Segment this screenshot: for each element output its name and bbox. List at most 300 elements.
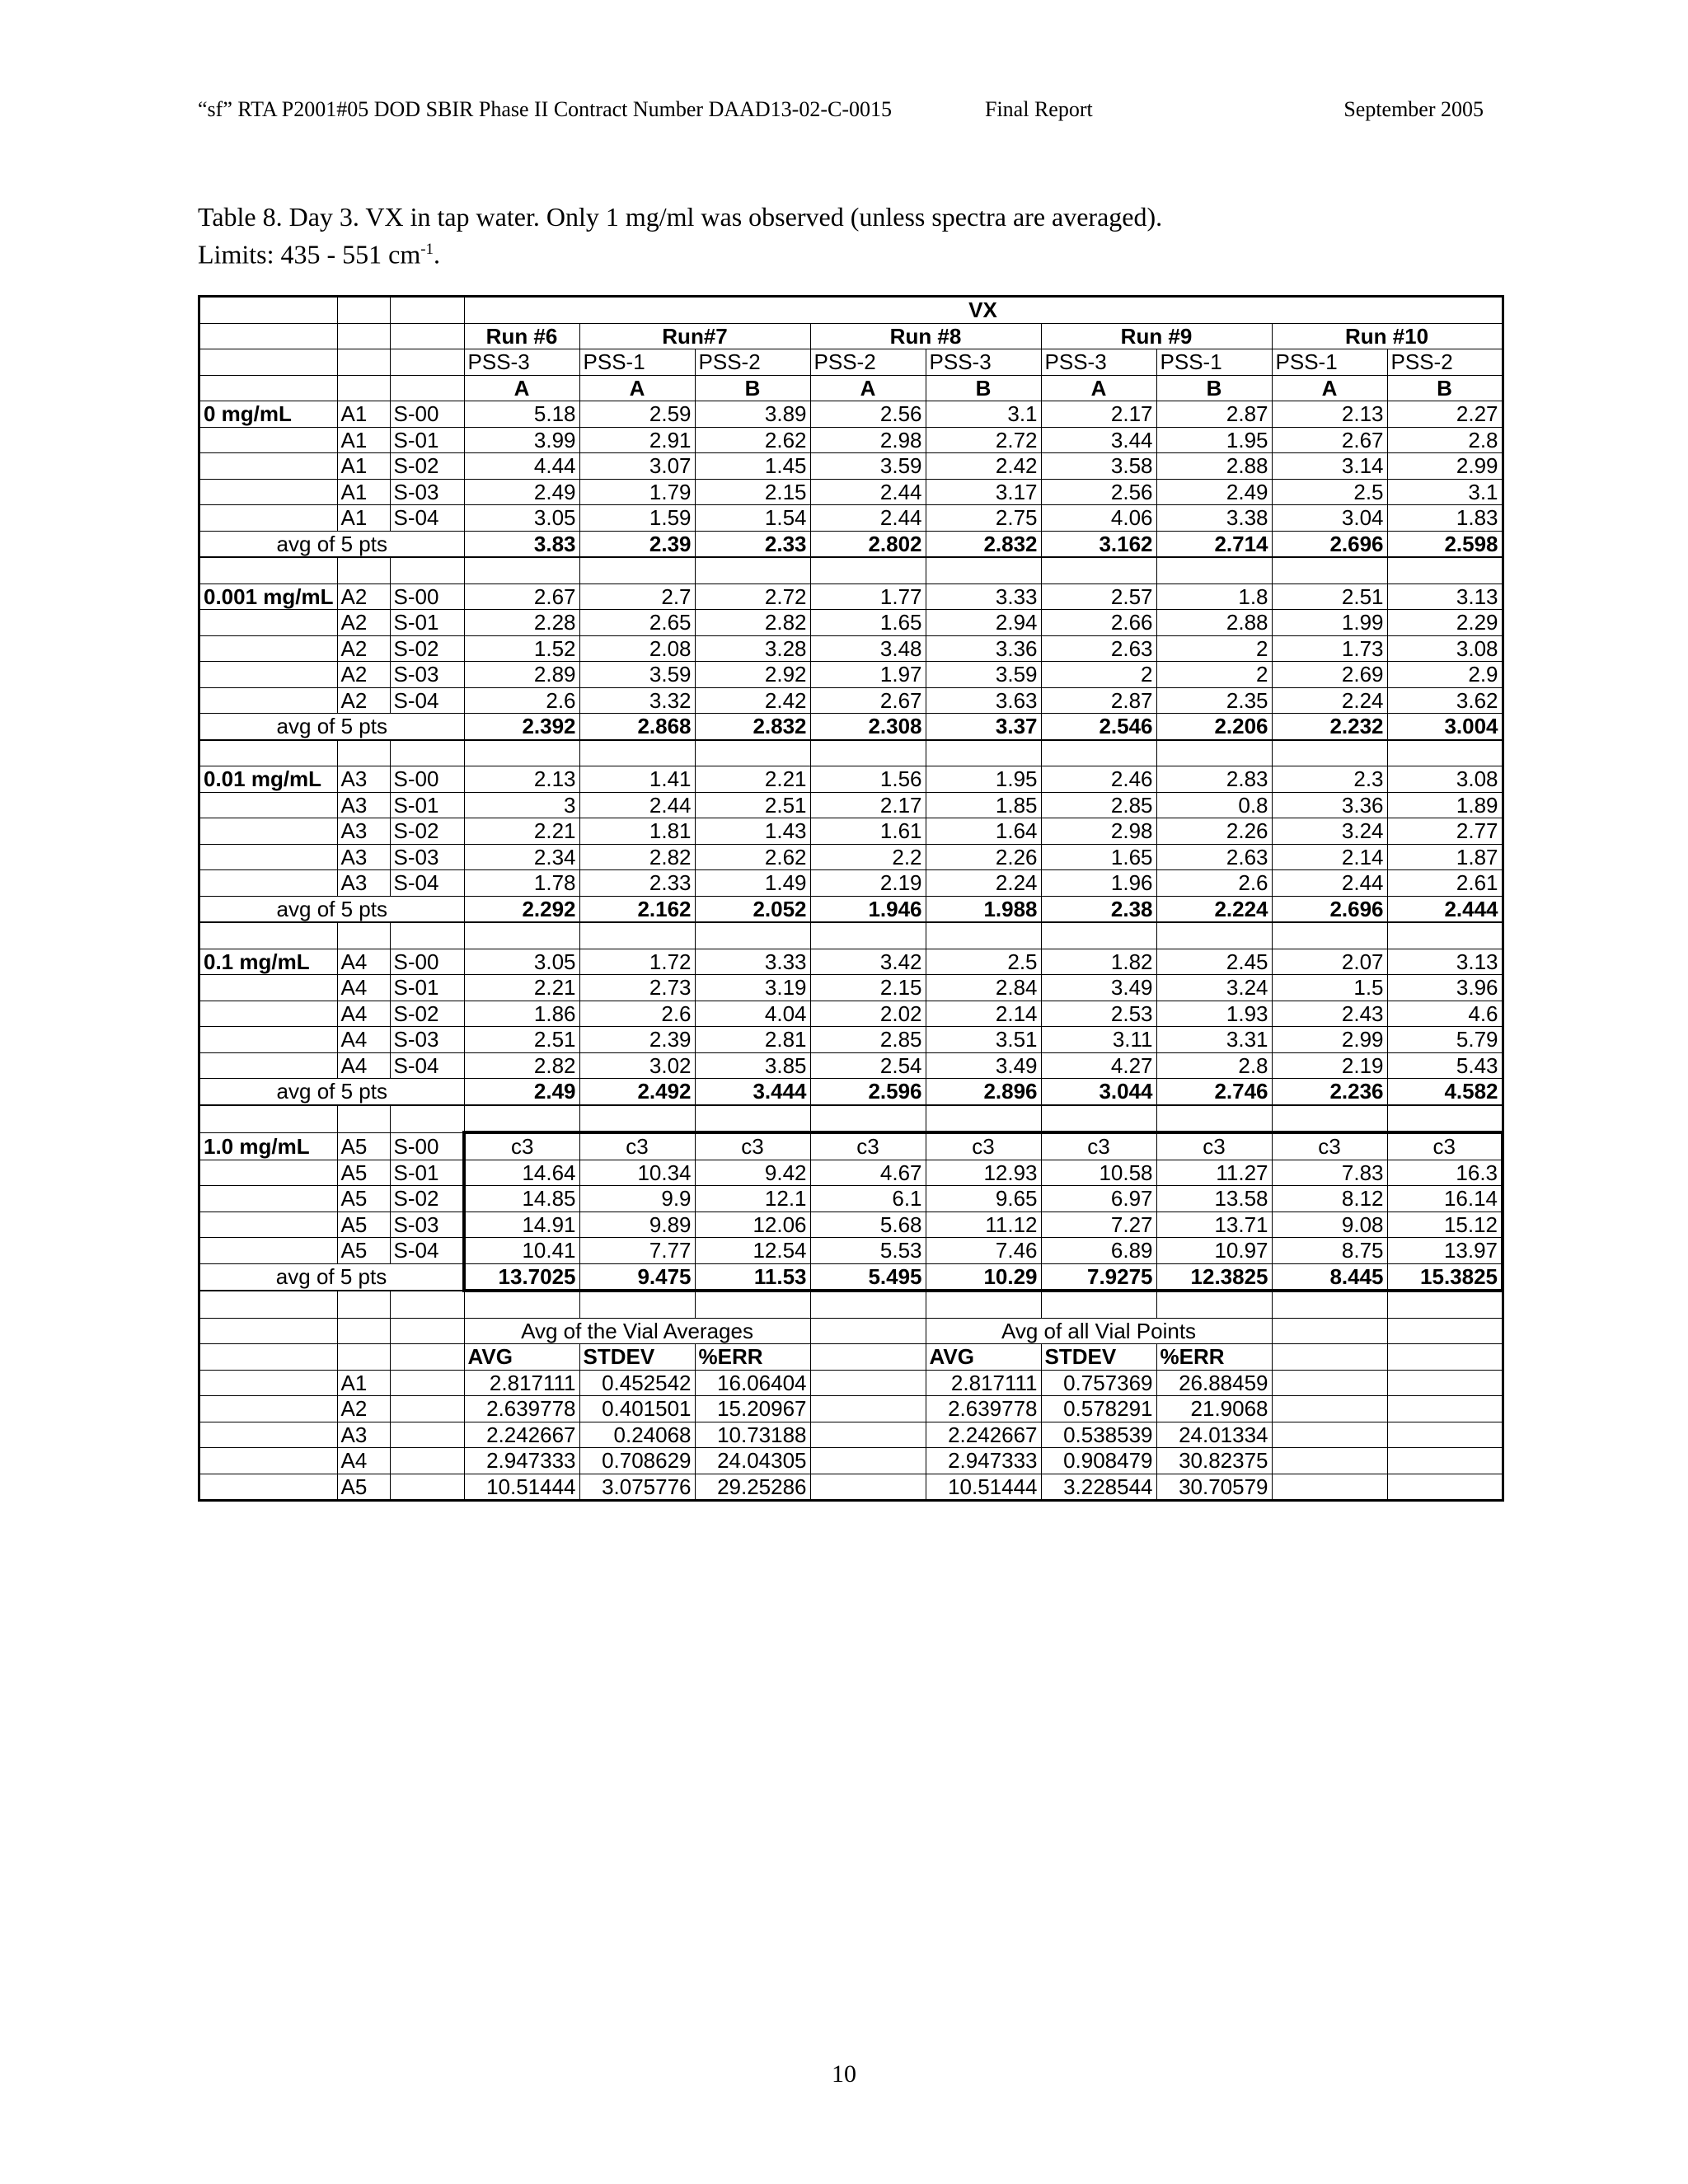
- empty-cell: [199, 1344, 338, 1371]
- empty-cell: [810, 557, 926, 583]
- empty-cell: [1272, 922, 1387, 949]
- summary-value: 10.51444: [926, 1474, 1041, 1501]
- value-cell: 2.62: [695, 427, 810, 453]
- sample-id: S-00: [390, 583, 464, 610]
- empty-cell: [199, 922, 338, 949]
- table-row: [199, 687, 1503, 714]
- value-cell: 2.26: [1156, 818, 1272, 845]
- empty-cell: [390, 1318, 464, 1344]
- vial-id: A5: [337, 1238, 390, 1264]
- value-cell: 2.07: [1272, 949, 1387, 975]
- avg-value: 3.444: [695, 1079, 810, 1105]
- concentration-label: [199, 844, 338, 870]
- page-header: [198, 97, 1484, 130]
- value-cell: 2.27: [1387, 401, 1503, 428]
- table-row: [199, 1263, 1503, 1291]
- empty-cell: [1387, 740, 1503, 766]
- value-cell: 1.52: [464, 635, 579, 662]
- summary-value: 0.908479: [1041, 1448, 1156, 1474]
- value-cell: 5.18: [464, 401, 579, 428]
- summary-col-header: STDEV: [1041, 1344, 1156, 1371]
- empty-cell: [337, 740, 390, 766]
- concentration-label: [199, 1027, 338, 1053]
- value-cell: 2.82: [464, 1052, 579, 1079]
- value-cell: 10.41: [464, 1238, 579, 1264]
- value-cell: 1.87: [1387, 844, 1503, 870]
- ab-header: B: [695, 375, 810, 401]
- value-cell: 2.46: [1041, 766, 1156, 793]
- value-cell: 3.11: [1041, 1027, 1156, 1053]
- table-row: [199, 1079, 1503, 1105]
- sample-id: S-00: [390, 401, 464, 428]
- empty-cell: [199, 323, 338, 349]
- avg-value: 8.445: [1272, 1263, 1387, 1291]
- value-cell: 1.79: [579, 479, 695, 505]
- value-cell: 2.6: [1156, 870, 1272, 897]
- empty-cell: [199, 1291, 338, 1318]
- sample-id: S-03: [390, 1212, 464, 1238]
- value-cell: 2.14: [926, 1001, 1041, 1027]
- value-cell: 2.56: [810, 401, 926, 428]
- table-row: [199, 662, 1503, 688]
- value-cell: 2.24: [926, 870, 1041, 897]
- empty-cell: [1272, 1105, 1387, 1133]
- value-cell: 2.87: [1156, 401, 1272, 428]
- value-cell: 12.54: [695, 1238, 810, 1264]
- empty-cell: [810, 1105, 926, 1133]
- page-number: 10: [832, 2060, 856, 2088]
- avg-label: avg of 5 pts: [199, 1263, 465, 1291]
- value-cell: 1.8: [1156, 583, 1272, 610]
- value-cell: 2.42: [695, 687, 810, 714]
- vial-id: A2: [337, 635, 390, 662]
- sample-id: S-02: [390, 635, 464, 662]
- value-cell: 4.6: [1387, 1001, 1503, 1027]
- value-cell: 2.66: [1041, 610, 1156, 636]
- summary-value: 26.88459: [1156, 1370, 1272, 1396]
- summary-value: 2.639778: [464, 1396, 579, 1422]
- value-cell: 2.21: [695, 766, 810, 793]
- empty-cell: [390, 349, 464, 376]
- empty-cell: [579, 1105, 695, 1133]
- value-cell: 2.49: [464, 479, 579, 505]
- value-cell: 1.73: [1272, 635, 1387, 662]
- value-cell: 2.6: [579, 1001, 695, 1027]
- sample-id: S-03: [390, 844, 464, 870]
- avg-value: 5.495: [810, 1263, 926, 1291]
- run-header: Run #6: [464, 323, 579, 349]
- empty-cell: [695, 1291, 810, 1318]
- value-cell: 1.72: [579, 949, 695, 975]
- sample-id: S-00: [390, 1132, 464, 1160]
- value-cell: 3.48: [810, 635, 926, 662]
- avg-label: avg of 5 pts: [199, 531, 465, 557]
- sample-id: S-01: [390, 610, 464, 636]
- value-cell: 5.43: [1387, 1052, 1503, 1079]
- empty-cell: [810, 922, 926, 949]
- value-cell: 2.8: [1156, 1052, 1272, 1079]
- vial-id: A3: [337, 792, 390, 818]
- avg-value: 2.832: [926, 531, 1041, 557]
- empty-cell: [810, 1318, 926, 1344]
- value-cell: 2.85: [810, 1027, 926, 1053]
- value-cell: 2.6: [464, 687, 579, 714]
- value-cell: 2.91: [579, 427, 695, 453]
- value-cell: 2.56: [1041, 479, 1156, 505]
- pss-header: PSS-3: [464, 349, 579, 376]
- value-cell: 2.49: [1156, 479, 1272, 505]
- empty-cell: [1272, 740, 1387, 766]
- summary-value: 30.82375: [1156, 1448, 1272, 1474]
- table-row: [199, 1027, 1503, 1053]
- empty-cell: [1156, 922, 1272, 949]
- summary-value: 10.51444: [464, 1474, 579, 1501]
- value-cell: 2.67: [810, 687, 926, 714]
- value-cell: 9.65: [926, 1186, 1041, 1212]
- value-cell: 2.87: [1041, 687, 1156, 714]
- empty-cell: [199, 740, 338, 766]
- value-cell: 4.67: [810, 1160, 926, 1186]
- empty-cell: [926, 1105, 1041, 1133]
- value-cell: 3.63: [926, 687, 1041, 714]
- header-left-text: “sf” RTA P2001#05 DOD SBIR Phase II Contract Number DAAD13-02-C-0015: [198, 97, 892, 121]
- value-cell: 3.36: [1272, 792, 1387, 818]
- empty-cell: [579, 740, 695, 766]
- value-cell: 6.89: [1041, 1238, 1156, 1264]
- value-cell: 2.44: [579, 792, 695, 818]
- summary-value: 0.452542: [579, 1370, 695, 1396]
- ab-header: B: [1387, 375, 1503, 401]
- summary-value: 24.04305: [695, 1448, 810, 1474]
- table-row: [199, 1186, 1503, 1212]
- table-row: [199, 870, 1503, 897]
- summary-value: 3.228544: [1041, 1474, 1156, 1501]
- value-cell: 2: [1156, 635, 1272, 662]
- empty-cell: [810, 1448, 926, 1474]
- summary-value: 0.24068: [579, 1422, 695, 1448]
- value-cell: 2.51: [464, 1027, 579, 1053]
- value-cell: 6.97: [1041, 1186, 1156, 1212]
- value-cell: 7.83: [1272, 1160, 1387, 1186]
- value-cell: 1.96: [1041, 870, 1156, 897]
- empty-cell: [337, 1318, 390, 1344]
- table-row: [199, 818, 1503, 845]
- empty-cell: [199, 1448, 338, 1474]
- pss-header: PSS-1: [1272, 349, 1387, 376]
- value-cell: 3.59: [926, 662, 1041, 688]
- avg-value: 2.598: [1387, 531, 1503, 557]
- value-cell: 2.2: [810, 844, 926, 870]
- sample-id: S-03: [390, 662, 464, 688]
- pss-header: PSS-1: [1156, 349, 1272, 376]
- pss-header: PSS-2: [810, 349, 926, 376]
- concentration-label: [199, 479, 338, 505]
- value-cell: c3: [695, 1132, 810, 1160]
- concentration-label: [199, 427, 338, 453]
- avg-value: 2.832: [695, 714, 810, 740]
- empty-cell: [390, 1370, 464, 1396]
- value-cell: 1.54: [695, 505, 810, 532]
- concentration-label: [199, 1160, 338, 1186]
- table-caption: [198, 200, 1162, 271]
- vial-id: A5: [337, 1474, 390, 1501]
- value-cell: 3.38: [1156, 505, 1272, 532]
- value-cell: 3.1: [926, 401, 1041, 428]
- concentration-label: [199, 662, 338, 688]
- value-cell: 2.14: [1272, 844, 1387, 870]
- vial-id: A5: [337, 1212, 390, 1238]
- empty-cell: [810, 740, 926, 766]
- value-cell: c3: [1041, 1132, 1156, 1160]
- table-row: [199, 635, 1503, 662]
- value-cell: 3.33: [695, 949, 810, 975]
- value-cell: 1.99: [1272, 610, 1387, 636]
- value-cell: 2.7: [579, 583, 695, 610]
- empty-cell: [1387, 922, 1503, 949]
- value-cell: 2.98: [1041, 818, 1156, 845]
- value-cell: 3.08: [1387, 766, 1503, 793]
- concentration-label: [199, 870, 338, 897]
- summary-right-title: Avg of all Vial Points: [926, 1318, 1272, 1344]
- table-row: [199, 297, 1503, 324]
- value-cell: 10.34: [579, 1160, 695, 1186]
- value-cell: 1.45: [695, 453, 810, 480]
- concentration-label: 0.01 mg/mL: [199, 766, 338, 793]
- table-row: [199, 896, 1503, 922]
- table-row: [199, 427, 1503, 453]
- avg-value: 3.83: [464, 531, 579, 557]
- summary-value: 2.242667: [926, 1422, 1041, 1448]
- value-cell: 3.58: [1041, 453, 1156, 480]
- table-row: [199, 1396, 1503, 1422]
- table-row: [199, 1212, 1503, 1238]
- summary-value: 0.578291: [1041, 1396, 1156, 1422]
- avg-value: 1.988: [926, 896, 1041, 922]
- avg-value: 3.044: [1041, 1079, 1156, 1105]
- value-cell: 2.15: [695, 479, 810, 505]
- value-cell: 2.63: [1156, 844, 1272, 870]
- vial-id: A2: [337, 1396, 390, 1422]
- summary-value: 2.639778: [926, 1396, 1041, 1422]
- value-cell: 3.85: [695, 1052, 810, 1079]
- caption-line-2: [198, 233, 1162, 271]
- empty-cell: [579, 922, 695, 949]
- ab-header: A: [1041, 375, 1156, 401]
- empty-cell: [337, 1291, 390, 1318]
- summary-value: 24.01334: [1156, 1422, 1272, 1448]
- avg-value: 2.052: [695, 896, 810, 922]
- table-row: [199, 1160, 1503, 1186]
- empty-cell: [1272, 1344, 1387, 1371]
- value-cell: 16.3: [1387, 1160, 1503, 1186]
- avg-value: 1.946: [810, 896, 926, 922]
- vial-id: A1: [337, 1370, 390, 1396]
- value-cell: 2.42: [926, 453, 1041, 480]
- vial-id: A1: [337, 401, 390, 428]
- value-cell: 1.61: [810, 818, 926, 845]
- empty-cell: [810, 1422, 926, 1448]
- caption-limits: Limits: 435 - 551 cm: [198, 239, 421, 269]
- table-row: [199, 401, 1503, 428]
- vial-id: A3: [337, 844, 390, 870]
- value-cell: 5.79: [1387, 1027, 1503, 1053]
- concentration-label: [199, 1212, 338, 1238]
- avg-label: avg of 5 pts: [199, 896, 465, 922]
- data-table: [198, 295, 1504, 1502]
- empty-cell: [390, 922, 464, 949]
- empty-cell: [1272, 1422, 1387, 1448]
- caption-line-1: Table 8. Day 3. VX in tap water. Only 1 mg/ml was observed (unless spectra are averaged).: [198, 202, 1163, 232]
- value-cell: 3.1: [1387, 479, 1503, 505]
- empty-cell: [390, 1396, 464, 1422]
- table-row: [199, 1238, 1503, 1264]
- agent-header: VX: [464, 297, 1503, 324]
- empty-cell: [1387, 1291, 1503, 1318]
- summary-col-header: AVG: [464, 1344, 579, 1371]
- vial-id: A4: [337, 1052, 390, 1079]
- concentration-label: [199, 1238, 338, 1264]
- run-header: Run #8: [810, 323, 1041, 349]
- avg-value: 2.38: [1041, 896, 1156, 922]
- value-cell: 3.08: [1387, 635, 1503, 662]
- value-cell: 2.73: [579, 975, 695, 1001]
- empty-cell: [1387, 1344, 1503, 1371]
- table-row: [199, 505, 1503, 532]
- value-cell: 3.32: [579, 687, 695, 714]
- avg-value: 2.308: [810, 714, 926, 740]
- avg-value: 2.39: [579, 531, 695, 557]
- empty-cell: [1272, 557, 1387, 583]
- value-cell: 3.99: [464, 427, 579, 453]
- value-cell: 15.12: [1387, 1212, 1503, 1238]
- sample-id: S-01: [390, 427, 464, 453]
- summary-value: 10.73188: [695, 1422, 810, 1448]
- empty-cell: [337, 1105, 390, 1133]
- sample-id: S-01: [390, 792, 464, 818]
- value-cell: c3: [810, 1132, 926, 1160]
- empty-cell: [695, 557, 810, 583]
- empty-cell: [390, 1422, 464, 1448]
- table-row: [199, 714, 1503, 740]
- empty-cell: [1387, 557, 1503, 583]
- value-cell: 2.21: [464, 818, 579, 845]
- value-cell: 2.29: [1387, 610, 1503, 636]
- empty-cell: [390, 740, 464, 766]
- empty-cell: [464, 1105, 579, 1133]
- value-cell: 3.17: [926, 479, 1041, 505]
- value-cell: 2.82: [579, 844, 695, 870]
- value-cell: 2.9: [1387, 662, 1503, 688]
- empty-cell: [1387, 1448, 1503, 1474]
- value-cell: 2.53: [1041, 1001, 1156, 1027]
- vial-id: A4: [337, 975, 390, 1001]
- value-cell: 2.13: [464, 766, 579, 793]
- value-cell: 2.72: [926, 427, 1041, 453]
- value-cell: 5.53: [810, 1238, 926, 1264]
- sample-id: S-04: [390, 1238, 464, 1264]
- vial-id: A4: [337, 1001, 390, 1027]
- value-cell: 10.97: [1156, 1238, 1272, 1264]
- empty-cell: [390, 1448, 464, 1474]
- value-cell: 7.77: [579, 1238, 695, 1264]
- summary-value: 0.708629: [579, 1448, 695, 1474]
- empty-cell: [199, 1370, 338, 1396]
- vial-id: A1: [337, 427, 390, 453]
- avg-value: 2.596: [810, 1079, 926, 1105]
- avg-value: 2.292: [464, 896, 579, 922]
- table-row: [199, 323, 1503, 349]
- vial-id: A1: [337, 505, 390, 532]
- empty-cell: [390, 1474, 464, 1501]
- value-cell: 2.44: [1272, 870, 1387, 897]
- avg-value: 2.392: [464, 714, 579, 740]
- empty-cell: [199, 1396, 338, 1422]
- vial-id: A5: [337, 1186, 390, 1212]
- concentration-label: [199, 792, 338, 818]
- summary-col-header: %ERR: [695, 1344, 810, 1371]
- value-cell: 3.07: [579, 453, 695, 480]
- vial-id: A1: [337, 453, 390, 480]
- value-cell: 2.43: [1272, 1001, 1387, 1027]
- value-cell: 12.06: [695, 1212, 810, 1238]
- avg-label: avg of 5 pts: [199, 714, 465, 740]
- vial-id: A5: [337, 1160, 390, 1186]
- value-cell: 2.19: [1272, 1052, 1387, 1079]
- empty-cell: [199, 557, 338, 583]
- value-cell: 3.28: [695, 635, 810, 662]
- value-cell: 2.67: [1272, 427, 1387, 453]
- empty-cell: [1041, 1291, 1156, 1318]
- avg-value: 10.29: [926, 1263, 1041, 1291]
- value-cell: 1.56: [810, 766, 926, 793]
- empty-cell: [1156, 1291, 1272, 1318]
- value-cell: 11.12: [926, 1212, 1041, 1238]
- value-cell: 3.14: [1272, 453, 1387, 480]
- value-cell: 2.51: [1272, 583, 1387, 610]
- value-cell: 2.99: [1387, 453, 1503, 480]
- empty-cell: [390, 297, 464, 324]
- value-cell: 3.96: [1387, 975, 1503, 1001]
- value-cell: 2: [1041, 662, 1156, 688]
- table-row: [199, 1132, 1503, 1160]
- concentration-label: 1.0 mg/mL: [199, 1132, 338, 1160]
- empty-cell: [1387, 1396, 1503, 1422]
- table-row: [199, 1422, 1503, 1448]
- empty-cell: [1041, 922, 1156, 949]
- value-cell: 2.24: [1272, 687, 1387, 714]
- summary-col-header: STDEV: [579, 1344, 695, 1371]
- summary-col-header: AVG: [926, 1344, 1041, 1371]
- value-cell: 1.85: [926, 792, 1041, 818]
- empty-cell: [1387, 1318, 1503, 1344]
- empty-cell: [1272, 1396, 1387, 1422]
- run-header: Run #10: [1272, 323, 1503, 349]
- caption-period: .: [434, 239, 441, 269]
- summary-value: 30.70579: [1156, 1474, 1272, 1501]
- empty-cell: [1272, 1448, 1387, 1474]
- pss-header: PSS-3: [926, 349, 1041, 376]
- value-cell: 2.94: [926, 610, 1041, 636]
- value-cell: 13.97: [1387, 1238, 1503, 1264]
- avg-label: avg of 5 pts: [199, 1079, 465, 1105]
- value-cell: 2.81: [695, 1027, 810, 1053]
- value-cell: 2.67: [464, 583, 579, 610]
- value-cell: 2.33: [579, 870, 695, 897]
- value-cell: 2.61: [1387, 870, 1503, 897]
- value-cell: 1.5: [1272, 975, 1387, 1001]
- empty-cell: [1272, 1291, 1387, 1318]
- empty-cell: [337, 375, 390, 401]
